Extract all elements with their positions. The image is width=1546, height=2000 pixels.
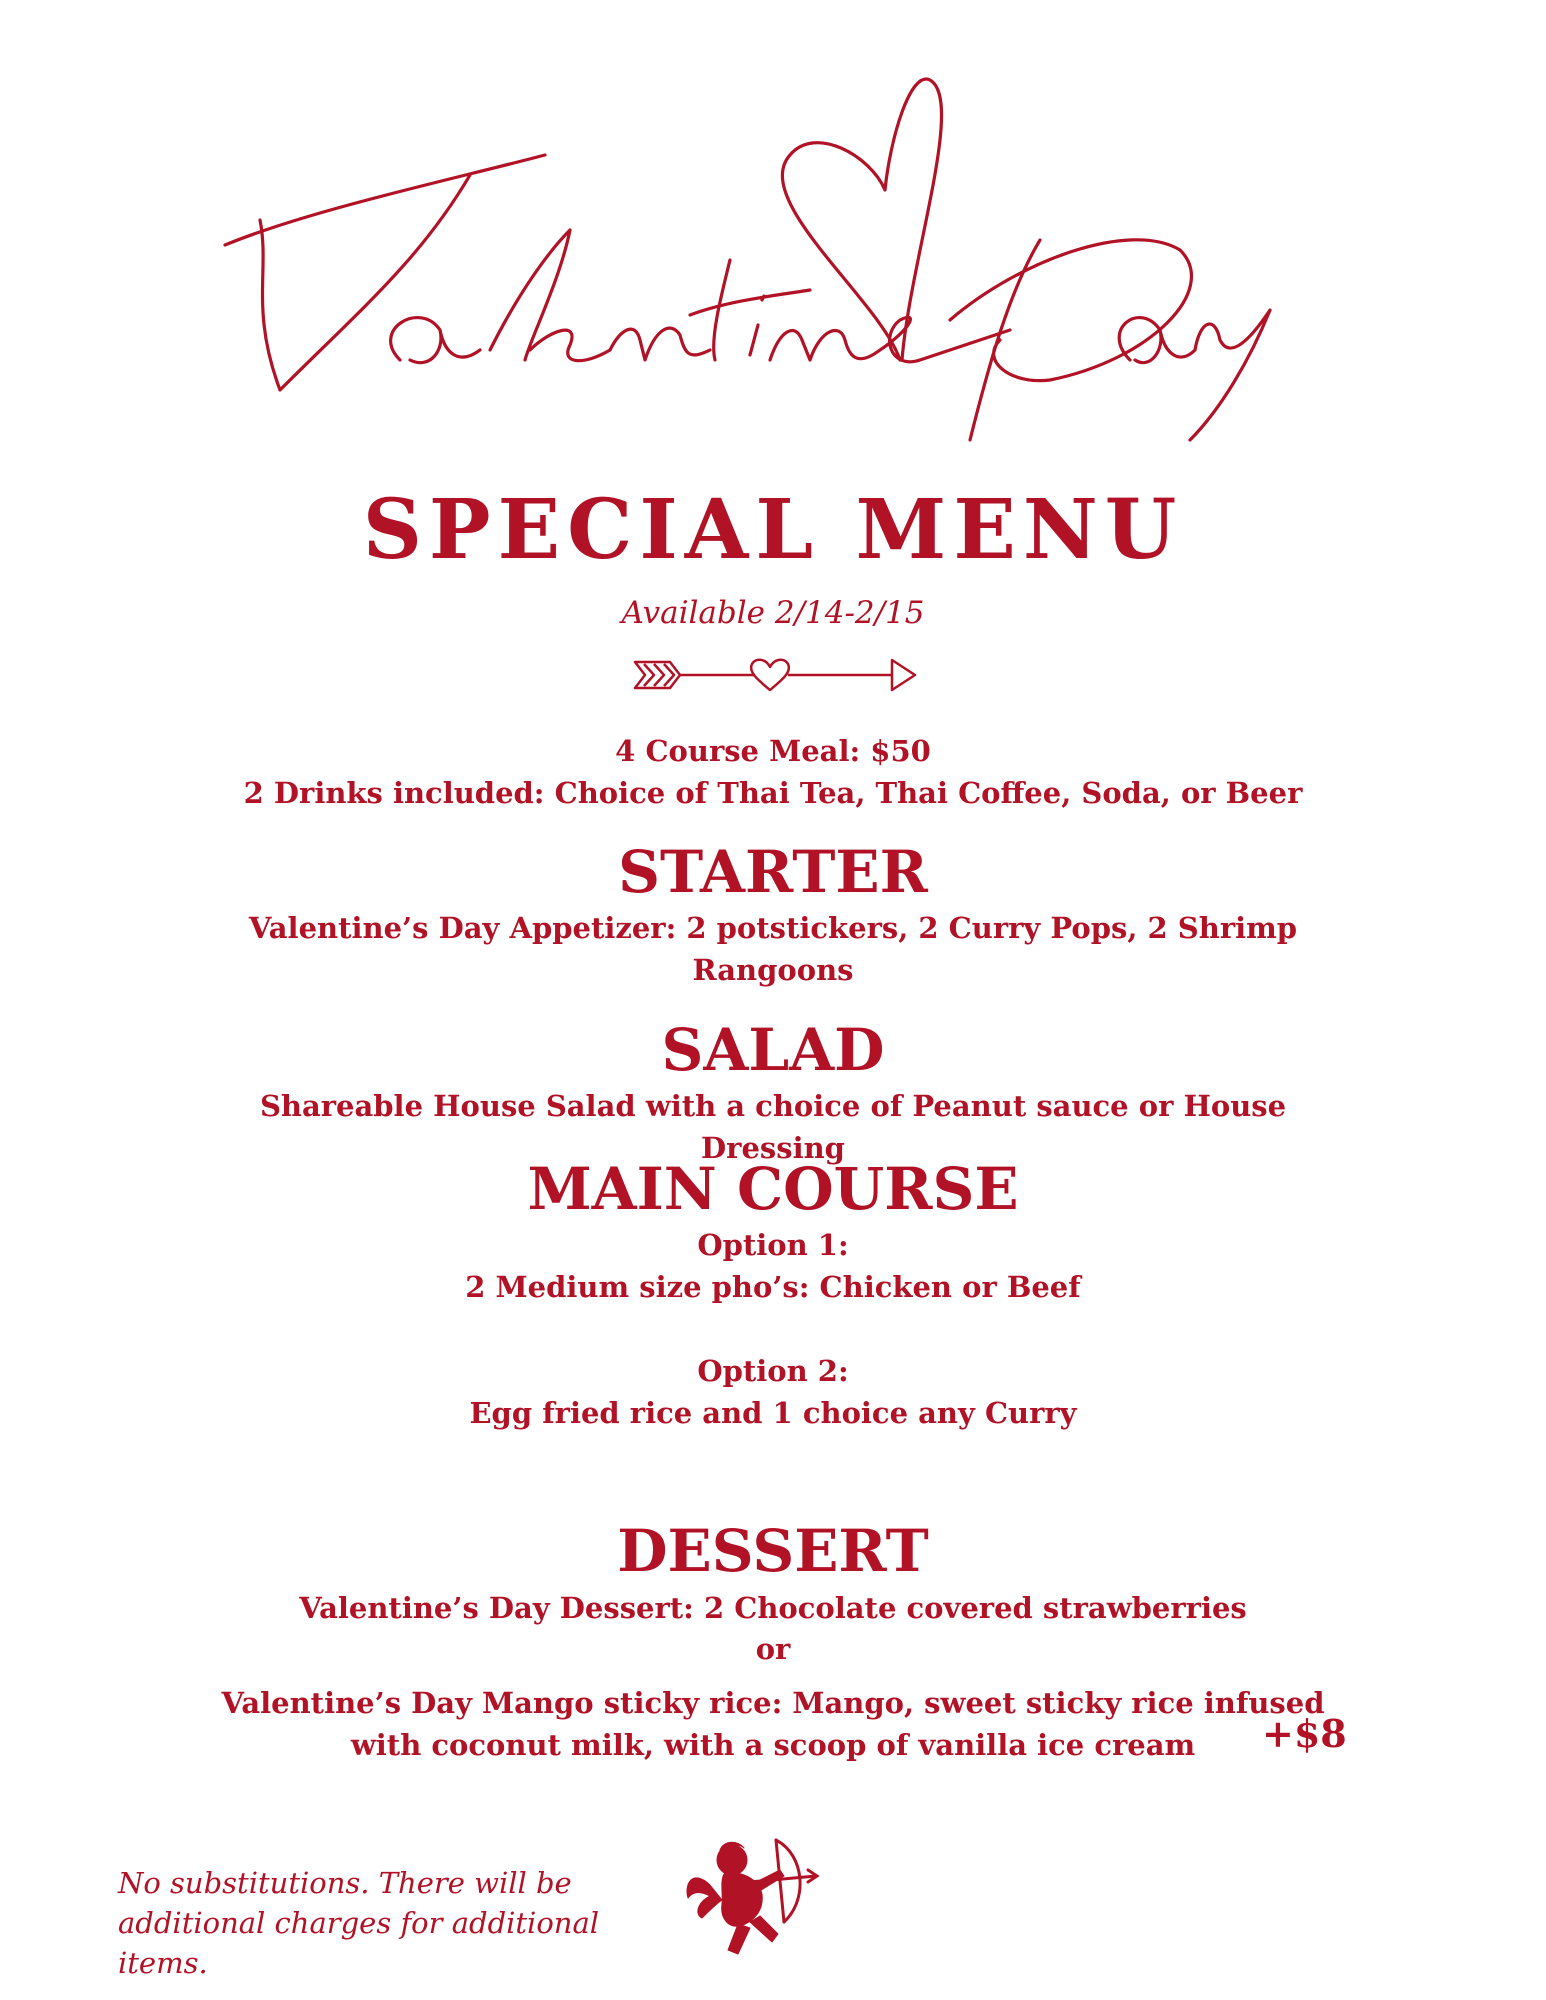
note-line-1: No substitutions. There will be	[118, 1866, 572, 1900]
starter-description	[0, 907, 1546, 991]
meal-price-line: 4 Course Meal: $50	[615, 734, 931, 768]
special-menu-title: SPECIAL MENU	[362, 482, 1184, 578]
salad-heading: SALAD	[661, 1016, 885, 1084]
starter-line-1: Valentine’s Day Appetizer: 2 potstickers, 2 Curry Pops, 2 Shrimp	[248, 911, 1298, 945]
main-option-2	[0, 1350, 1546, 1434]
starter-heading: STARTER	[618, 838, 928, 906]
dessert-choice-2-line-2: with coconut milk, with a scoop of vanilla ice cream	[350, 1728, 1196, 1762]
salad-line-1: Shareable House Salad with a choice of Peanut sauce or House	[259, 1089, 1287, 1123]
heart-icon	[782, 79, 941, 360]
salad-line-2: Dressing	[701, 1131, 845, 1165]
note-line-2: additional charges for additional items.	[118, 1906, 600, 1980]
arrow-heart-divider-icon	[630, 650, 920, 700]
dessert-choice-2-line-1: Valentine’s Day Mango sticky rice: Mango, sweet sticky rice infused	[221, 1686, 1325, 1720]
drinks-line: 2 Drinks included: Choice of Thai Tea, Thai Coffee, Soda, or Beer	[243, 776, 1303, 810]
main-course-heading: MAIN COURSE	[527, 1155, 1019, 1223]
option-1-text: 2 Medium size pho’s: Chicken or Beef	[465, 1270, 1081, 1304]
valentines-day-script-title	[190, 60, 1310, 450]
main-option-1	[0, 1224, 1546, 1308]
substitution-note	[118, 1863, 678, 1983]
option-2-label: Option 2:	[697, 1354, 849, 1388]
dessert-choice-1: Valentine’s Day Dessert: 2 Chocolate covered strawberries	[299, 1591, 1247, 1625]
starter-line-2: Rangoons	[692, 953, 854, 987]
option-1-label: Option 1:	[697, 1228, 849, 1262]
meal-intro	[0, 730, 1546, 814]
cupid-icon	[680, 1830, 820, 1970]
dessert-upcharge: +$8	[1262, 1711, 1347, 1756]
option-2-text: Egg fried rice and 1 choice any Curry	[469, 1396, 1077, 1430]
dessert-heading: DESSERT	[617, 1517, 929, 1585]
availability-dates: Available 2/14-2/15	[621, 595, 925, 631]
dessert-or: or	[755, 1632, 791, 1666]
